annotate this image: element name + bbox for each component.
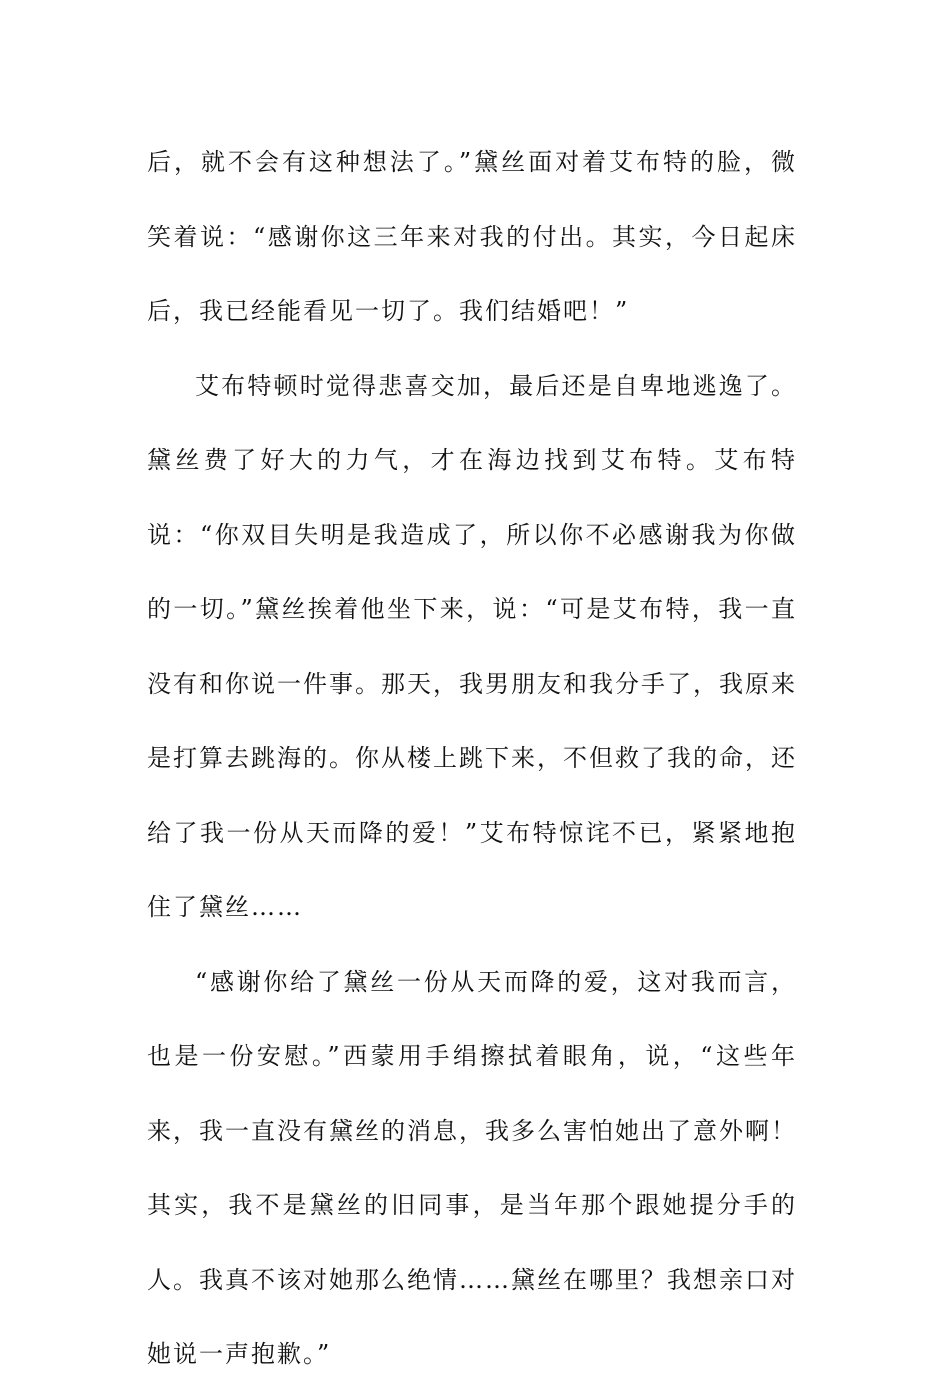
- paragraph-3: “感谢你给了黛丝一份从天而降的爱，这对我而言，也是一份安慰。”西蒙用手绢擦拭着眼角，说，“这些年来，我一直没有黛丝的消息，我多么害怕她出了意外啊！其实，我不是黛丝的旧同事，是当年那个跟她提分手的人。我真不该对她那么绝情……黛丝在哪里？我想亲口对她说一声抱歉。”: [147, 967, 797, 1368]
- paragraph-1: 后，就不会有这种想法了。”黛丝面对着艾布特的脸，微笑着说：“感谢你这三年来对我的付出。其实，今日起床后，我已经能看见一切了。我们结婚吧！”: [147, 148, 797, 325]
- document-body: [147, 125, 797, 1392]
- paragraph-2: 艾布特顿时觉得悲喜交加，最后还是自卑地逃逸了。黛丝费了好大的力气，才在海边找到艾布特。艾布特说：“你双目失明是我造成了，所以你不必感谢我为你做的一切。”黛丝挨着他坐下来，说：“可是艾布特，我一直没有和你说一件事。那天，我男朋友和我分手了，我原来是打算去跳海的。你从楼上跳下来，不但救了我的命，还给了我一份从天而降的爱！”艾布特惊诧不已，紧紧地抱住了黛丝……: [147, 371, 797, 921]
